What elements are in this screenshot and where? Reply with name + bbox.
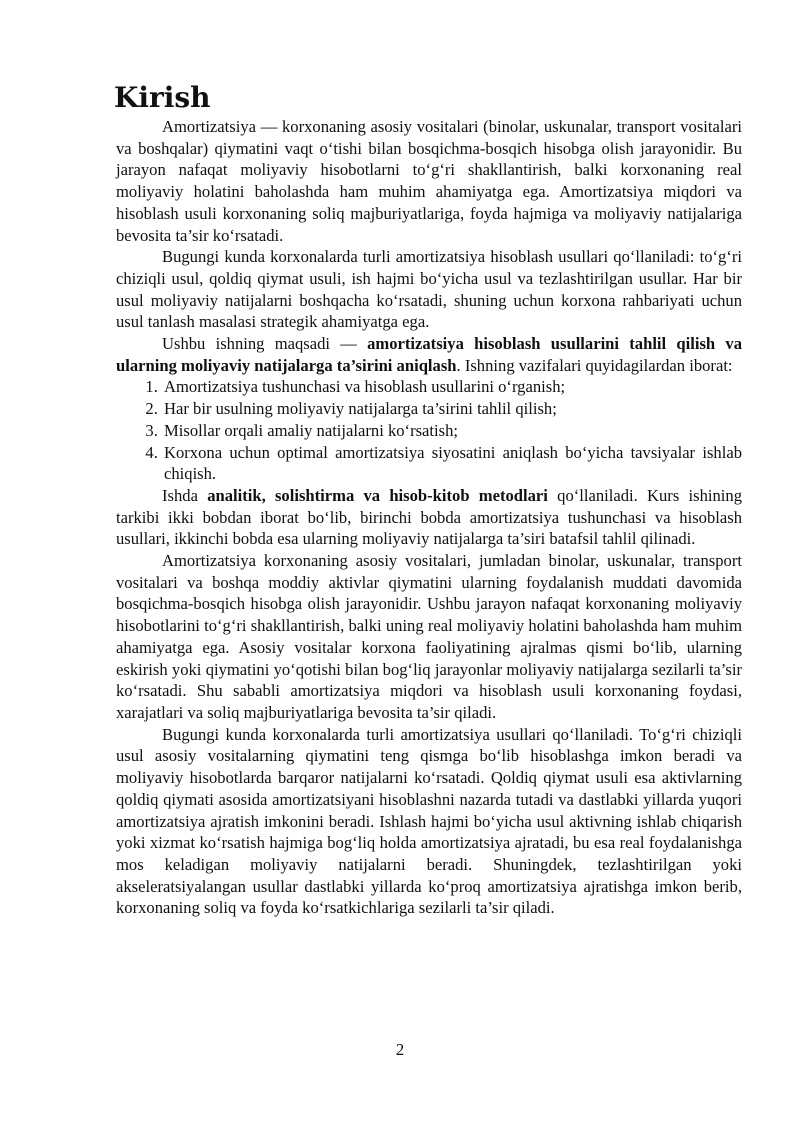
page-content	[116, 80, 742, 919]
page-number: 2	[395, 1040, 405, 1059]
paragraph-1: Amortizatsiya — korxonaning asosiy vositalari (binolar, uskunalar, transport vositalari va boshqalar) qiymatini vaqt o‘tishi bilan bosqichma-bosqich hisobga olish jarayonidir. Bu jarayon nafaqat moliyaviy hisobotlarni to‘g‘ri shakllantirish, balki korxonaning real moliyaviy holatini baholashda ham muhim ahamiyatga ega. Amortizatsiya miqdori va hisoblash usuli korxonaning soliq majburiyatlariga, foyda hajmiga va moliyaviy natijalariga bevosita ta’sir ko‘rsatadi.	[116, 117, 742, 245]
paragraph-5: Amortizatsiya korxonaning asosiy vositalari, jumladan binolar, uskunalar, transport vositalari va boshqa moddiy aktivlar qiymatini ularning foydalanish muddati davomida bosqichma-bosqich hisobga olish jarayonidir. Ushbu jarayon nafaqat korxonaning moliyaviy hisobotlarini to‘g‘ri shakllantirish, balki uning real moliyaviy holatini baholashda ham muhim ahamiyatga ega. Asosiy vositalar korxona faoliyatining ajralmas qismi bo‘lib, ularning eskirish yoki qiymatini yo‘qotishi bilan bog‘liq jarayonlar moliyaviy natijalarga sezilarli ta’sir ko‘rsatadi. Shu sababli amortizatsiya miqdori va hisoblash usuli korxonaning foydasi, xarajatlari va soliq majburiyatlariga bevosita ta’sir qiladi.	[116, 551, 742, 722]
paragraph-4-post: qo‘llaniladi. Kurs ishining tarkibi ikki bobdan iborat bo‘lib, birinchi bobda amortizatsiya tushunchasi va hisoblash usullari, ikkinchi bobda esa ularning moliyaviy natijalarga ta’siri batafsil tahlil qilinadi.	[116, 485, 743, 549]
paragraph-4-pre: Ishda	[162, 485, 208, 505]
task-item: 4. Korxona uchun optimal amortizatsiya siyosatini aniqlash bo‘yicha tavsiyalar ishlab chiqish.	[162, 442, 742, 485]
paragraph-2: Bugungi kunda korxonalarda turli amortizatsiya hisoblash usullari qo‘llaniladi: to‘g‘ri chiziqli usul, qoldiq qiymat usuli, ish hajmi bo‘yicha usul va tezlashtirilgan usullar. Har bir usul moliyaviy natijalarni boshqacha ko‘rsatadi, shuning uchun korxona rahbariyati uchun usul tanlash masalasi strategik ahamiyatga ega.	[116, 247, 742, 332]
task-item: 1. Amortizatsiya tushunchasi va hisoblash usullarini o‘rganish;	[162, 376, 742, 398]
paragraph-4-bold: analitik, solishtirma va hisob-kitob metodlari	[207, 485, 548, 505]
section-heading: Kirish	[114, 81, 211, 114]
paragraph-3-post: . Ishning vazifalari quyidagilardan iborat:	[456, 355, 733, 375]
paragraph-6: Bugungi kunda korxonalarda turli amortizatsiya usullari qo‘llaniladi. To‘g‘ri chiziqli usul asosiy vositalarning qiymatini teng qismga bo‘lib hisoblashga imkon beradi va moliyaviy hisobotlarda barqaror natijalarni ko‘rsatadi. Qoldiq qiymat usuli esa aktivlarning qoldiq qiymati asosida amortizatsiyani hisoblashni nazarda tutadi va dastlabki yillarda yuqori amortizatsiya ajratish imkonini beradi. Ishlash hajmi bo‘yicha usul aktivning ishlab chiqarish yoki xizmat ko‘rsatish hajmiga bog‘liq holda amortizatsiya ajratadi, bu esa real foydalanishga mos keladigan moliyaviy natijalarni beradi. Shuningdek, tezlashtirilgan yoki akseleratsiyalangan usullar dastlabki yillarda ko‘proq amortizatsiya ajratishga imkon berib, korxonaning soliq va foyda ko‘rsatkichlariga sezilarli ta’sir qiladi.	[116, 724, 742, 918]
task-item: 2. Har bir usulning moliyaviy natijalarga ta’sirini tahlil qilish;	[162, 398, 742, 420]
paragraph-3	[116, 333, 742, 376]
paragraph-3-bold: amortizatsiya hisoblash usullarini tahlil qilish va ularning moliyaviy natijalarga ta’sirini aniqlash	[116, 334, 742, 375]
paragraph-3-pre: Ushbu ishning maqsadi —	[162, 334, 368, 354]
task-item: 3. Misollar orqali amaliy natijalarni ko‘rsatish;	[162, 420, 742, 442]
task-list	[116, 376, 742, 485]
paragraph-4	[116, 485, 742, 550]
